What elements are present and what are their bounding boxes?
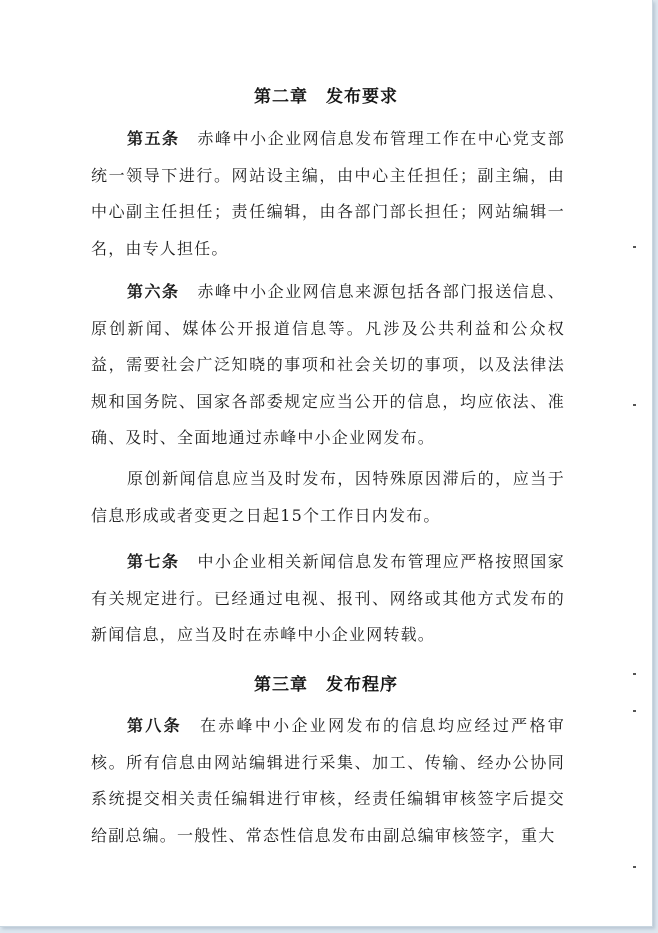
scan-mark <box>633 673 636 675</box>
article-7 <box>91 544 565 654</box>
article-7-label: 第七条 <box>127 552 180 571</box>
chapter-2-heading: 第二章 发布要求 <box>254 87 398 107</box>
scan-mark <box>633 866 636 868</box>
article-6-label: 第六条 <box>127 282 180 301</box>
article-5-text: 赤峰中小企业网信息发布管理工作在中心党支部统一领导下进行。网站设主编，由中心主任担任；副主编，由中心副主任担任；责任编辑，由各部门部长担任；网站编辑一名，由专人担任。 <box>91 129 565 258</box>
article-7-text: 中小企业相关新闻信息发布管理应严格按照国家有关规定进行。已经通过电视、报刊、网络或其他方式发布的新闻信息，应当及时在赤峰中小企业网转载。 <box>91 552 565 644</box>
article-8 <box>91 708 565 854</box>
article-8-label: 第八条 <box>127 716 182 735</box>
article-6-note-text: 原创新闻信息应当及时发布，因特殊原因滞后的，应当于信息形成或者变更之日起15个工作日内发布。 <box>91 469 565 525</box>
article-6-text: 赤峰中小企业网信息来源包括各部门报送信息、原创新闻、媒体公开报道信息等。凡涉及公共利益和公众权益，需要社会广泛知晓的事项和社会关切的事项，以及法律法规和国务院、国家各部委规定应当公开的信息，均应依法、准确、及时、全面地通过赤峰中小企业网发布。 <box>91 282 565 447</box>
scan-mark <box>633 710 636 712</box>
chapter-3-heading: 第三章 发布程序 <box>254 675 398 695</box>
article-6-note <box>91 461 565 534</box>
article-5 <box>91 121 565 267</box>
scan-mark <box>633 246 636 248</box>
article-5-label: 第五条 <box>127 129 180 148</box>
article-8-text: 在赤峰中小企业网发布的信息均应经过严格审核。所有信息由网站编辑进行采集、加工、传输、经办公协同系统提交相关责任编辑进行审核，经责任编辑审核签字后提交给副总编。一般性、常态性信息发布由副总编审核签字，重大 <box>91 716 565 845</box>
scan-mark <box>633 404 636 406</box>
article-6 <box>91 274 565 457</box>
